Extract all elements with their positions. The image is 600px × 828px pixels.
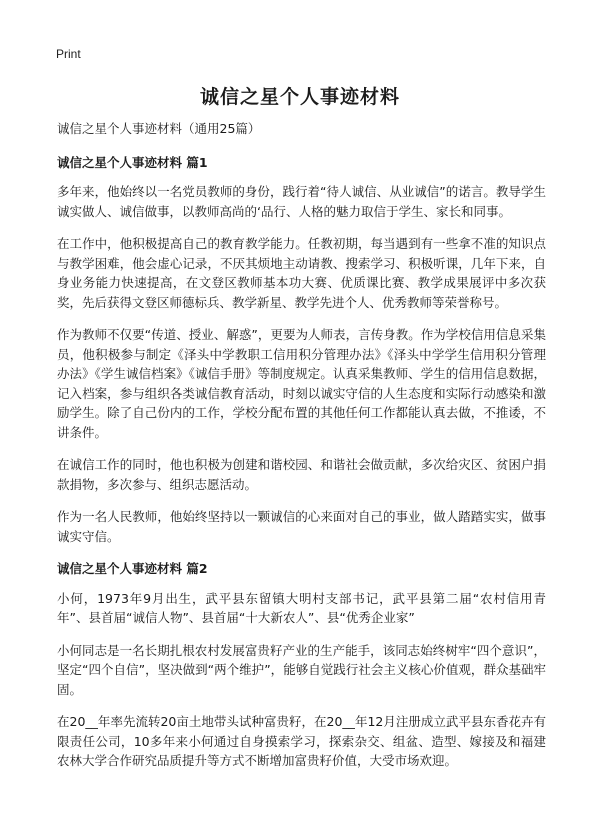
section-heading: 诚信之星个人事迹材料 篇2 — [57, 561, 208, 576]
paragraph: 作为教师不仅要“传道、授业、解惑”，更要为人师表，言传身教。作为学校信用信息采集员，他积极参与制定《泽头中学教职工信用积分管理办法》《泽头中学学生信用积分管理办法》《学生诚信档案》《诚信手册》等制度规定。认真采集教师、学生的信用信息数据，记入档案，参与组织各类诚信教育活动，时刻以诚实守信的人生态度和实际行动感染和激励学生。除了自己份内的工作，学校分配布置的其他任何工作都能认真去做，不推诿，不讲条件。 — [57, 327, 546, 440]
paragraph: 在工作中，他积极提高自己的教育教学能力。任教初期，每当遇到有一些拿不准的知识点与教学困难，他会虚心记录，不厌其烦地主动请教、搜索学习、积极听课，几年下来，自身业务能力快速提高，在文登区教师基本功大赛、优质课比赛、教学成果展评中多次获奖，先后获得文登区师德标兵、教学新星、教学先进个人、优秀教师等荣誉称号。 — [57, 236, 546, 310]
paragraph: 作为一名人民教师，他始终坚持以一颗诚信的心来面对自己的事业，做人踏踏实实，做事诚实守信。 — [57, 509, 546, 544]
document-title: 诚信之星个人事迹材料 — [199, 86, 400, 108]
section-2 — [57, 559, 546, 771]
paragraph: 多年来，他始终以一名党员教师的身份，践行着“待人诚信、从业诚信”的诺言。教导学生诚实做人、诚信做事，以教师高尚的‘品行、人格的魅力取信于学生、家长和同事。 — [57, 184, 546, 219]
section-heading: 诚信之星个人事迹材料 篇1 — [57, 154, 208, 170]
paragraph: 在20__年率先流转20亩土地带头试种富贵籽，在20__年12月注册成立武平县东香花卉有限责任公司，10多年来小何通过自身摸索学习，探索杂交、组盆、造型、嫁接及和福建农林大学合作研究品质提升等方式不断增加富贵籽价值，大受市场欢迎。 — [57, 714, 546, 768]
document-subtitle: 诚信之星个人事迹材料（通用25篇） — [57, 121, 261, 136]
paragraph: 小何，1973年9月出生，武平县东留镇大明村支部书记，武平县第二届“农村信用青年”、县首届“诚信人物”、县首届“十大新农人”、县“优秀企业家” — [57, 590, 546, 625]
section-1 — [57, 153, 546, 547]
paragraph: 在诚信工作的同时，他也积极为创建和谐校园、和谐社会做贡献，多次给灾区、贫困户捐款捐物，多次参与、组织志愿活动。 — [57, 457, 546, 492]
paragraph: 小何同志是一名长期扎根农村发展富贵籽产业的生产能手，该同志始终树牢“四个意识”，坚定“四个自信”，坚决做到“两个维护”，能够自觉践行社会主义核心价值观，群众基础牢固。 — [57, 642, 546, 697]
document-body — [57, 119, 546, 784]
print-link[interactable]: Print — [56, 47, 81, 61]
